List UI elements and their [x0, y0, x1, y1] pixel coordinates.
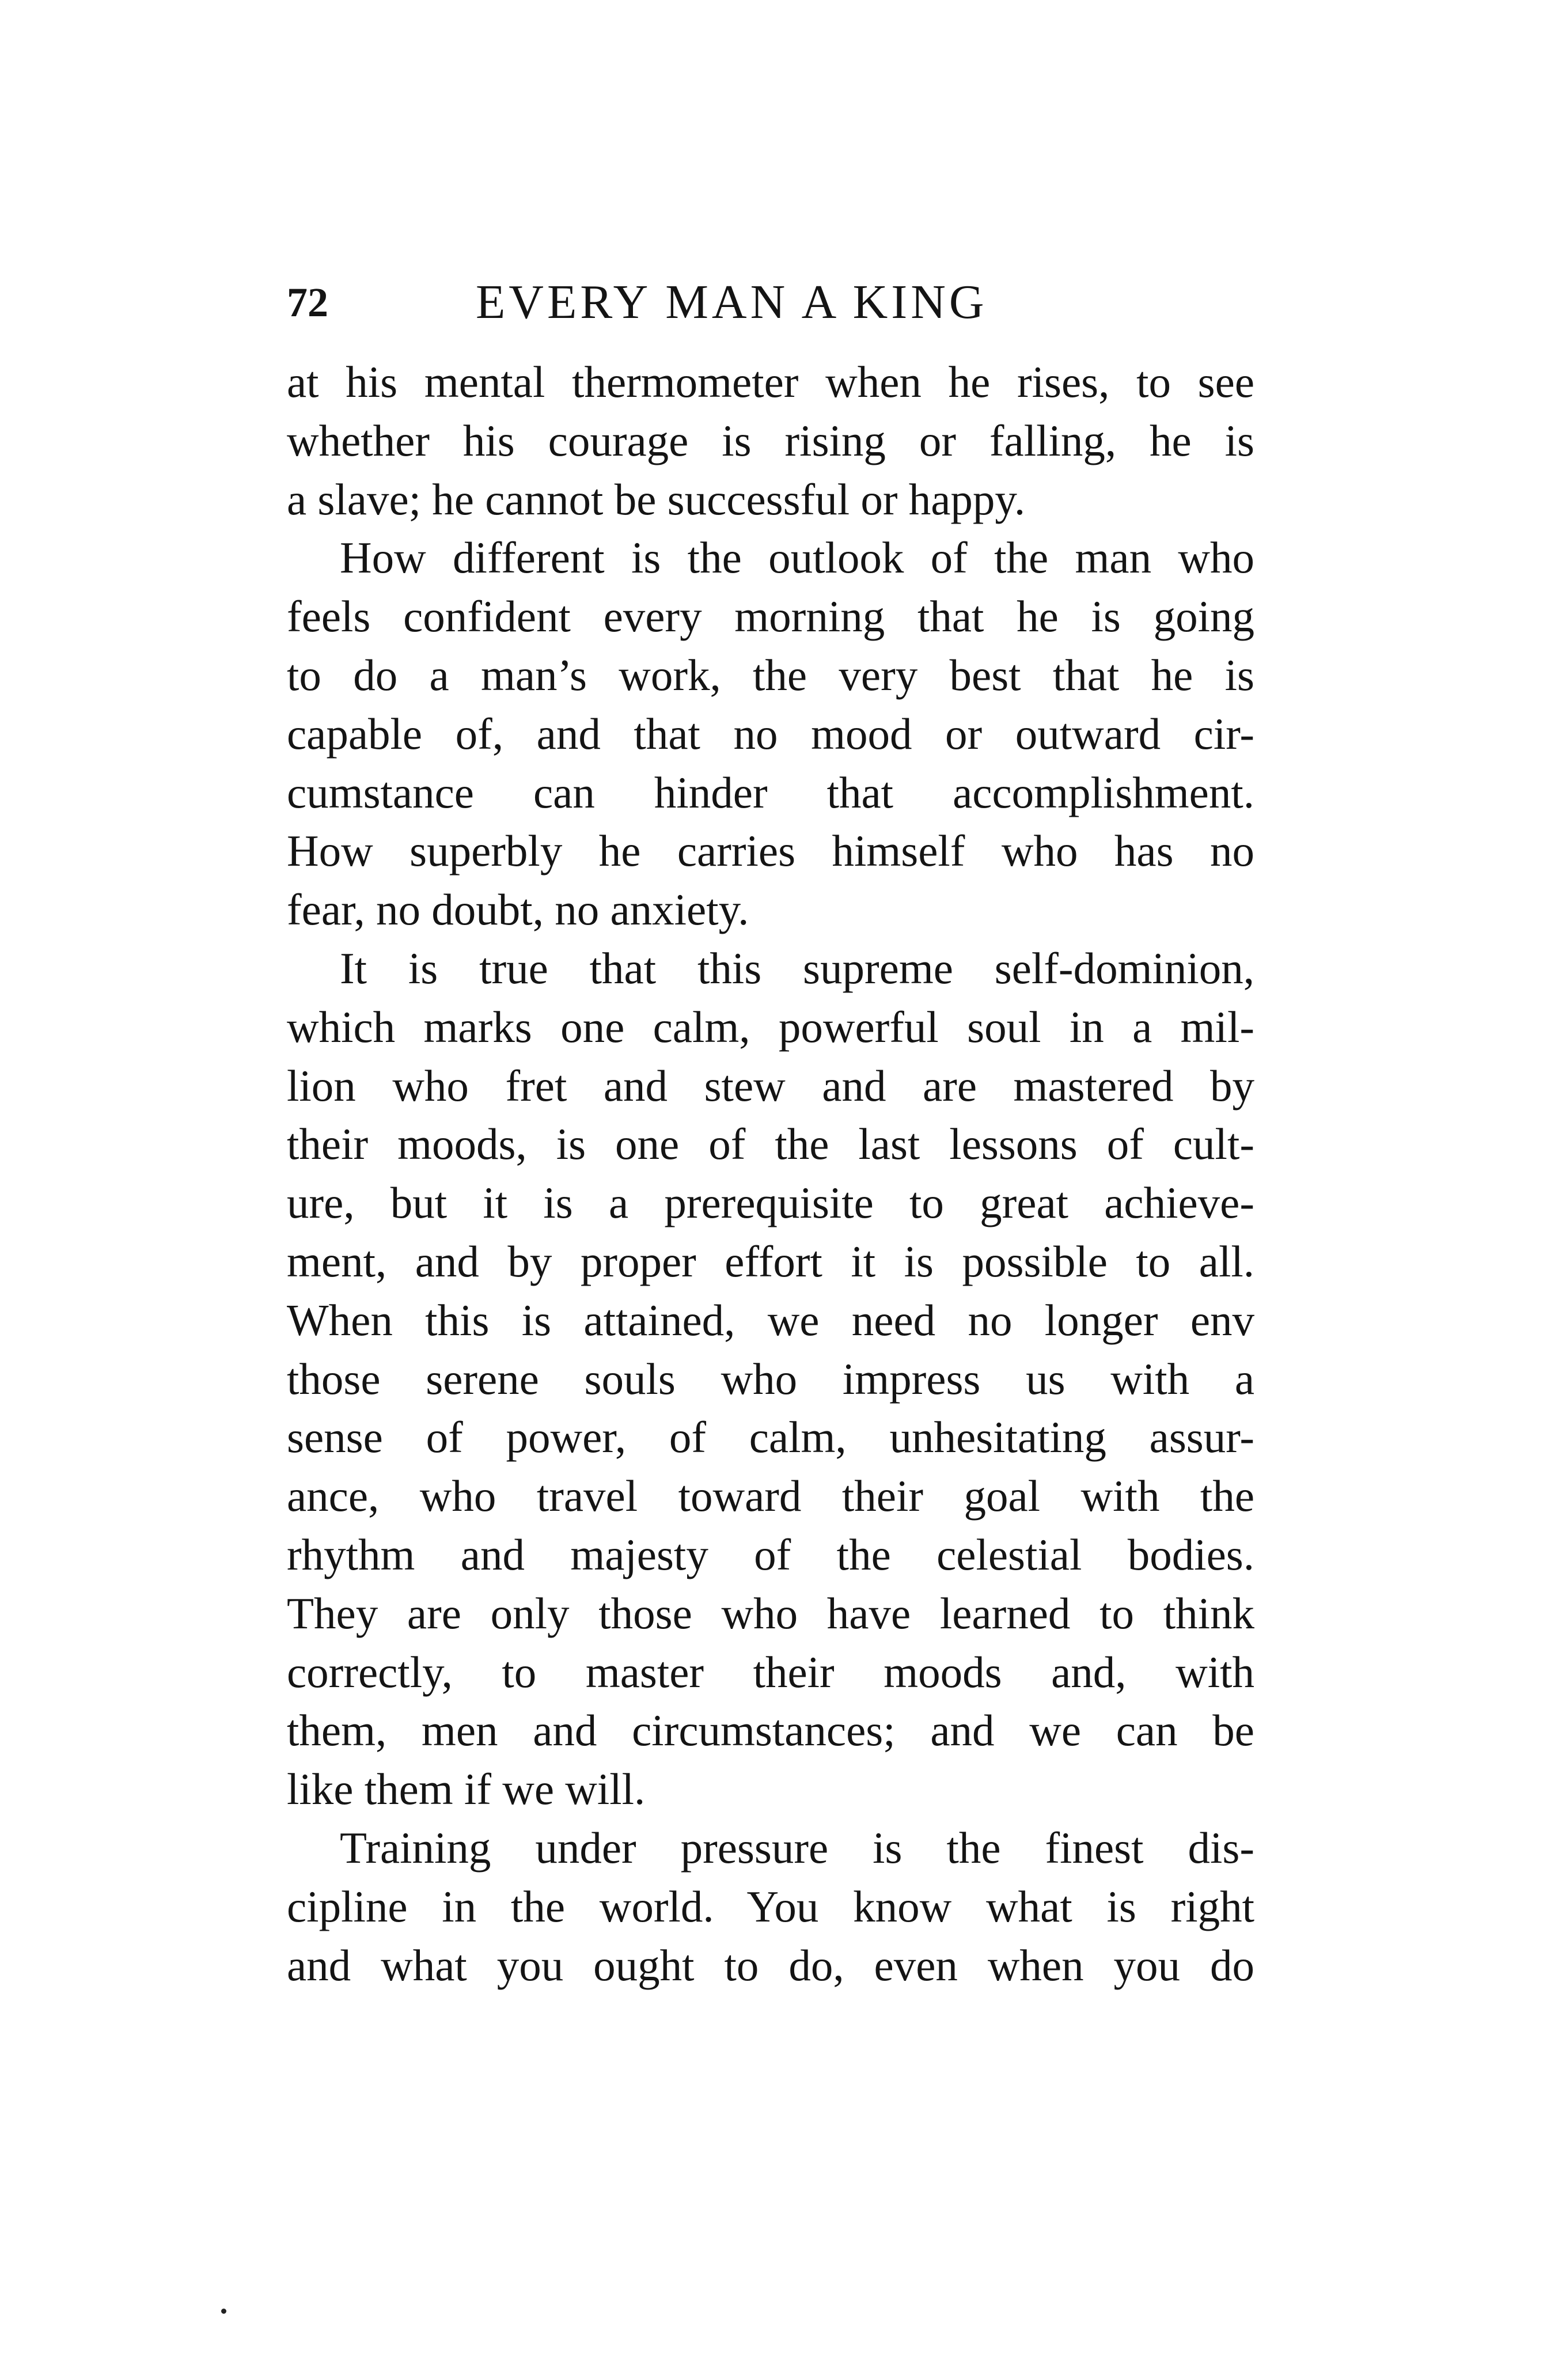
- text-line: them, men and circumstances; and we can be: [287, 1706, 1254, 1756]
- text-line: feels confident every morning that he is going: [287, 592, 1254, 642]
- text-line: cumstance can hinder that accomplishment.: [287, 767, 1254, 817]
- text-line: correctly, to master their moods and, with: [287, 1647, 1254, 1697]
- text-line: How different is the outlook of the man who: [340, 533, 1254, 583]
- text-line: a slave; he cannot be successful or happy.: [287, 474, 1026, 524]
- text-line: their moods, is one of the last lessons of cult-: [287, 1119, 1254, 1169]
- paragraph: [287, 529, 1254, 939]
- body-text: [287, 353, 1254, 1995]
- print-speck: [221, 2309, 226, 2314]
- text-line: ment, and by proper effort it is possible to all.: [287, 1236, 1254, 1286]
- text-line: whether his courage is rising or falling, he is: [287, 415, 1254, 465]
- text-line: capable of, and that no mood or outward cir-: [287, 708, 1254, 759]
- text-line: and what you ought to do, even when you do: [287, 1940, 1254, 1990]
- paragraph: [287, 353, 1254, 529]
- paragraph: [287, 1819, 1254, 1995]
- text-line: fear, no doubt, no anxiety.: [287, 885, 749, 935]
- running-title: EVERY MAN A KING: [476, 275, 988, 329]
- text-line: which marks one calm, powerful soul in a mil-: [287, 1002, 1254, 1052]
- text-line: It is true that this supreme self-dominion,: [340, 943, 1254, 993]
- text-line: to do a man’s work, the very best that he is: [287, 650, 1254, 700]
- text-line: at his mental thermometer when he rises, to see: [287, 357, 1254, 407]
- text-line: ure, but it is a prerequisite to great achieve-: [287, 1178, 1254, 1228]
- text-line: cipline in the world. You know what is right: [287, 1881, 1254, 1931]
- text-line: lion who fret and stew and are mastered by: [287, 1060, 1254, 1111]
- text-line: those serene souls who impress us with a: [287, 1354, 1254, 1404]
- text-line: rhythm and majesty of the celestial bodies.: [287, 1529, 1254, 1579]
- text-line: When this is attained, we need no longer env: [287, 1295, 1254, 1345]
- text-line: ance, who travel toward their goal with the: [287, 1471, 1254, 1521]
- text-line: Training under pressure is the finest dis-: [340, 1822, 1254, 1873]
- text-line: How superbly he carries himself who has no: [287, 826, 1254, 876]
- running-header: [287, 271, 1254, 334]
- page-number: 72: [287, 279, 328, 325]
- text-line: They are only those who have learned to think: [287, 1588, 1254, 1638]
- text-line: like them if we will.: [287, 1764, 646, 1814]
- text-line: sense of power, of calm, unhesitating assur-: [287, 1412, 1254, 1462]
- paragraph: [287, 939, 1254, 1819]
